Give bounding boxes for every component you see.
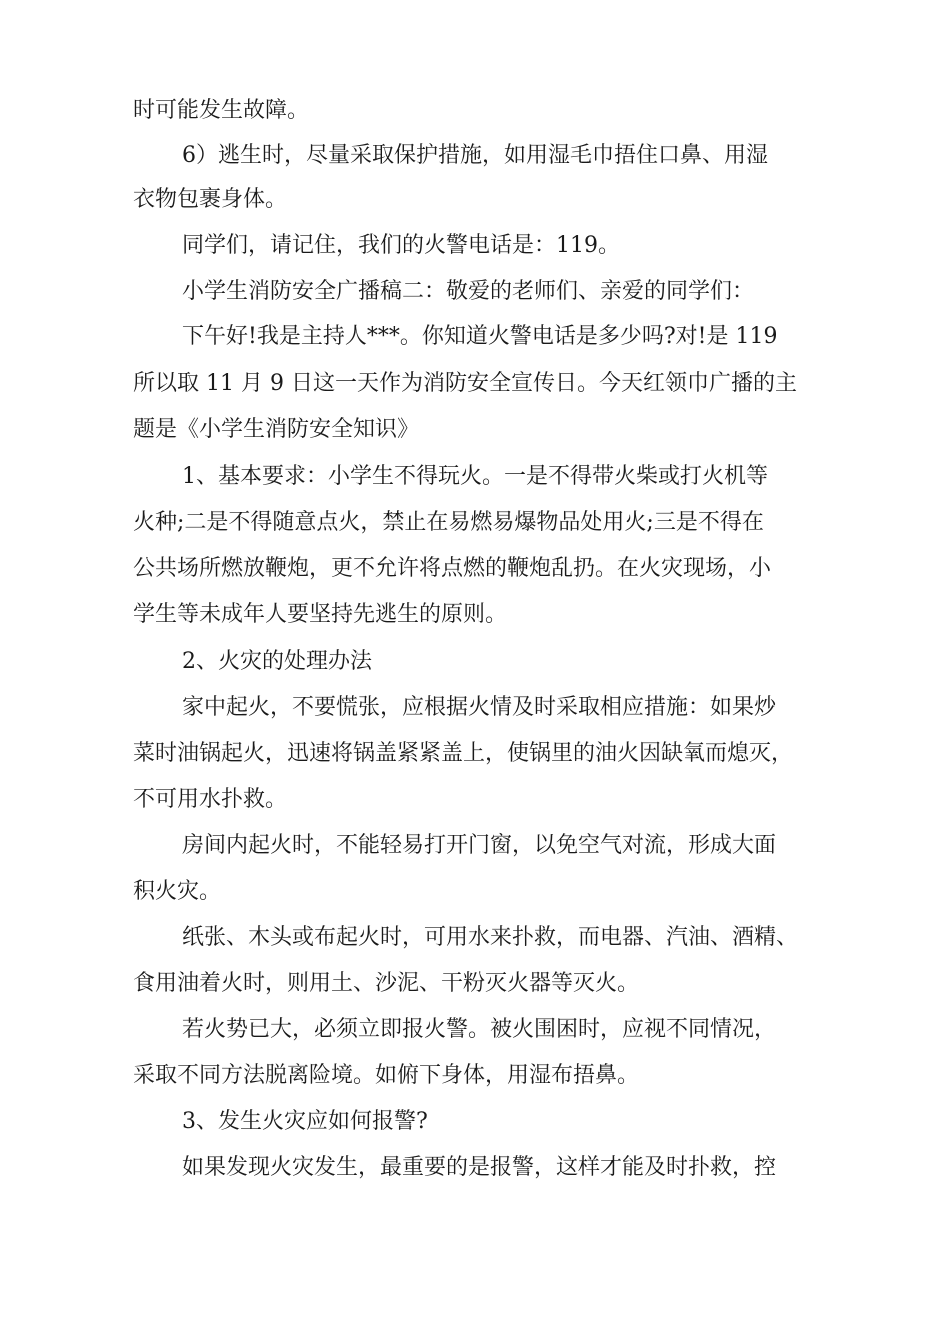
- text-line: 1、基本要求：小学生不得玩火。一是不得带火柴或打火机等: [182, 464, 768, 489]
- text-line: 6）逃生时，尽量采取保护措施，如用湿毛巾捂住口鼻、用湿: [182, 143, 768, 168]
- text-line: 食用油着火时，则用土、沙泥、干粉灭火器等灭火。: [133, 971, 640, 996]
- text-line: 火种;二是不得随意点火，禁止在易燃易爆物品处用火;三是不得在: [133, 510, 764, 535]
- text-line: 房间内起火时，不能轻易打开门窗，以免空气对流，形成大面: [182, 833, 777, 858]
- text-line: 时可能发生故障。: [133, 98, 310, 123]
- text-line: 家中起火，不要慌张，应根据火情及时采取相应措施：如果炒: [182, 695, 777, 720]
- text-line: 所以取 11 月 9 日这一天作为消防安全宣传日。今天红领巾广播的主: [133, 371, 797, 396]
- text-line: 不可用水扑救。: [133, 787, 288, 812]
- section-heading: 3、发生火灾应如何报警?: [182, 1109, 428, 1134]
- section-heading: 2、火灾的处理办法: [182, 649, 372, 674]
- text-line: 同学们，请记住，我们的火警电话是：119。: [182, 233, 620, 258]
- text-line: 积火灾。: [133, 879, 222, 904]
- text-line: 若火势已大，必须立即报火警。被火围困时，应视不同情况，: [182, 1017, 777, 1042]
- text-line: 下午好!我是主持人***。你知道火警电话是多少吗?对!是 119: [182, 324, 778, 349]
- text-line: 采取不同方法脱离险境。如俯下身体，用湿布捂鼻。: [133, 1063, 640, 1088]
- text-line: 小学生消防安全广播稿二：敬爱的老师们、亲爱的同学们：: [182, 279, 755, 304]
- text-line: 学生等未成年人要坚持先逃生的原则。: [133, 602, 508, 627]
- text-line: 菜时油锅起火，迅速将锅盖紧紧盖上，使锅里的油火因缺氧而熄灭，: [133, 741, 794, 766]
- text-line: 题是《小学生消防安全知识》: [133, 417, 420, 442]
- text-line: 纸张、木头或布起火时，可用水来扑救，而电器、汽油、酒精、: [182, 925, 799, 950]
- text-line: 公共场所燃放鞭炮，更不允许将点燃的鞭炮乱扔。在火灾现场，小: [133, 556, 772, 581]
- text-line: 如果发现火灾发生，最重要的是报警，这样才能及时扑救，控: [182, 1155, 777, 1180]
- text-line: 衣物包裹身体。: [133, 187, 288, 212]
